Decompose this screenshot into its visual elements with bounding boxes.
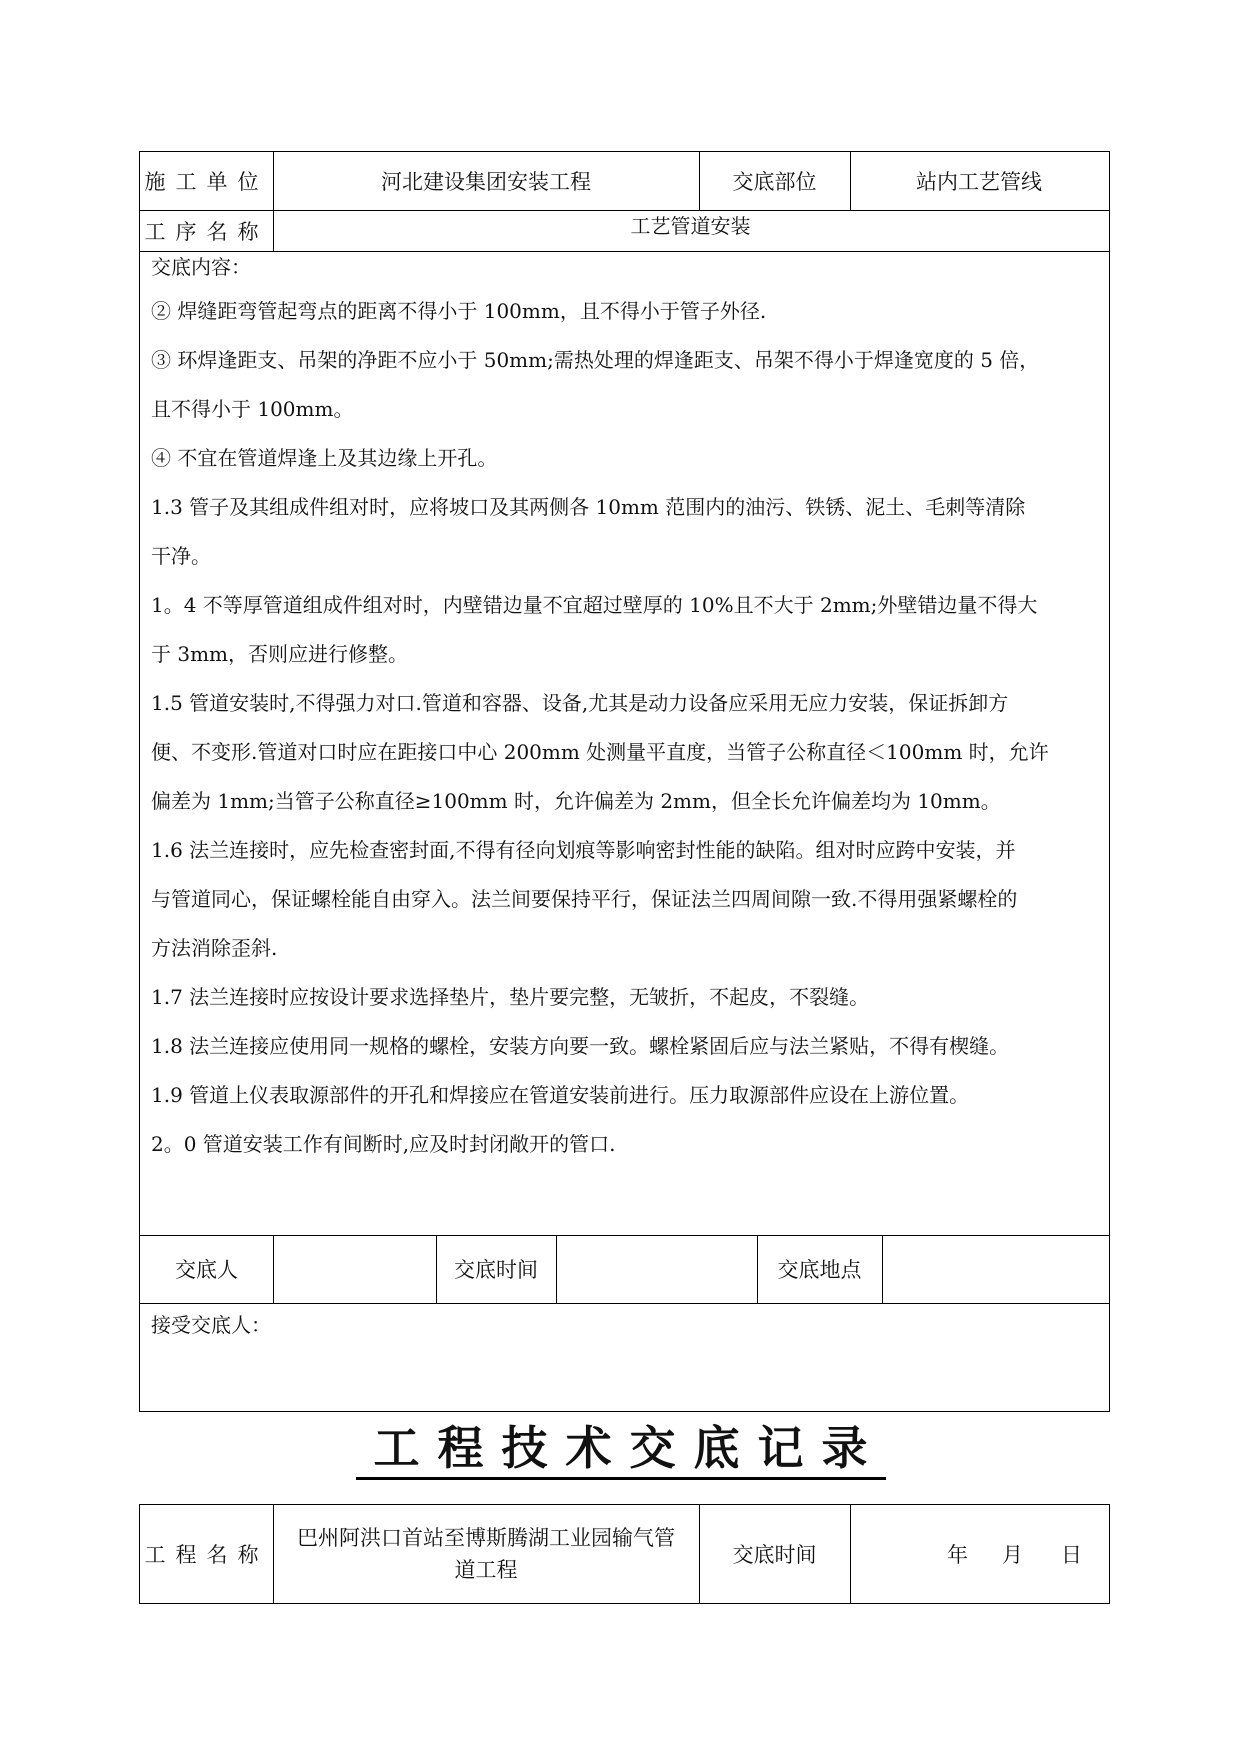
disclosure-table: [139, 151, 1110, 1412]
content-line: ② 焊缝距弯管起弯点的距离不得小于 100mm，且不得小于管子外径.: [151, 299, 767, 323]
project-info-table: [139, 1504, 1110, 1604]
project-name-value: 巴州阿洪口首站至博斯腾湖工业园输气管道工程: [297, 1525, 675, 1582]
construction-unit-label: 施工单位: [144, 170, 269, 194]
content-line: ③ 环焊逢距支、吊架的净距不应小于 50mm;需热处理的焊逢距支、吊架不得小于焊逢宽度的 5 倍，: [151, 348, 1040, 372]
content-line: 1。4 不等厚管道组成件组对时，内壁错边量不宜超过壁厚的 10%且不大于 2mm;外壁错边量不得大: [151, 593, 1038, 617]
presenter-value: [273, 1235, 436, 1303]
content-line: 1.3 管子及其组成件组对时，应将坡口及其两侧各 10mm 范围内的油污、铁锈、泥土、毛刺等清除: [151, 495, 1026, 519]
row-divider: [140, 1303, 1109, 1304]
disclosure-time-label: 交底时间: [454, 1258, 538, 1282]
content-line: 且不得小于 100mm。: [151, 397, 354, 421]
content-line: 1.5 管道安装时,不得强力对口.管道和容器、设备,尤其是动力设备应采用无应力安装，保证拆卸方: [151, 691, 1009, 715]
disclosure-content: [151, 251, 1099, 1169]
content-line: 于 3mm，否则应进行修整。: [151, 642, 409, 666]
content-heading: 交底内容：: [151, 255, 251, 279]
presenter-label: 交底人: [175, 1258, 238, 1282]
content-line: 与管道同心，保证螺栓能自由穿入。法兰间要保持平行，保证法兰四周间隙一致.不得用强紧螺栓的: [151, 887, 1018, 911]
content-line: 便、不变形.管道对口时应在距接口中心 200mm 处测量平直度，当管子公称直径＜100mm 时，允许: [151, 740, 1049, 764]
process-name-value: 工艺管道安装: [630, 214, 751, 238]
content-line: 1.8 法兰连接应使用同一规格的螺栓，安装方向要一致。螺栓紧固后应与法兰紧贴，不得有楔缝。: [151, 1034, 1010, 1058]
content-line: 干净。: [151, 544, 211, 568]
process-name-label: 工序名称: [144, 219, 269, 244]
content-line: 2。0 管道安装工作有间断时,应及时封闭敞开的管口.: [151, 1132, 616, 1156]
document-title: 工程技术交底记录: [0, 1412, 1241, 1478]
date-field: [850, 1505, 1108, 1602]
content-line: 1.9 管道上仪表取源部件的开孔和焊接应在管道安装前进行。压力取源部件应设在上游位置。: [151, 1083, 970, 1107]
construction-unit-value: 河北建设集团安装工程: [381, 170, 591, 194]
disclosure-place-label: 交底地点: [777, 1258, 862, 1282]
content-line: 1.7 法兰连接时应按设计要求选择垫片，垫片要完整，无皱折，不起皮，不裂缝。: [151, 985, 870, 1009]
receiver-label: 接受交底人：: [151, 1313, 271, 1337]
bottom-time-label: 交底时间: [732, 1542, 817, 1567]
project-name-label: 工程名称: [144, 1542, 269, 1567]
content-line: ④ 不宜在管道焊逢上及其边缘上开孔。: [151, 446, 498, 470]
date-month: 月: [1002, 1542, 1023, 1567]
date-day: 日: [1061, 1542, 1082, 1567]
date-year: 年: [947, 1542, 968, 1567]
content-line: 1.6 法兰连接时，应先检查密封面,不得有径向划痕等影响密封性能的缺陷。组对时应跨中安装，并: [151, 838, 1016, 862]
disclosure-place-value: [882, 1235, 1108, 1303]
disclosure-part-value: 站内工艺管线: [916, 170, 1042, 194]
receiver-cell: [151, 1310, 271, 1340]
disclosure-part-label: 交底部位: [732, 170, 817, 194]
content-line: 方法消除歪斜.: [151, 936, 278, 960]
content-line: 偏差为 1mm;当管子公称直径≥100mm 时，允许偏差为 2mm，但全长允许偏差均为 10mm。: [151, 789, 1001, 813]
content-cell: [140, 251, 1108, 1235]
disclosure-time-value: [556, 1235, 757, 1303]
